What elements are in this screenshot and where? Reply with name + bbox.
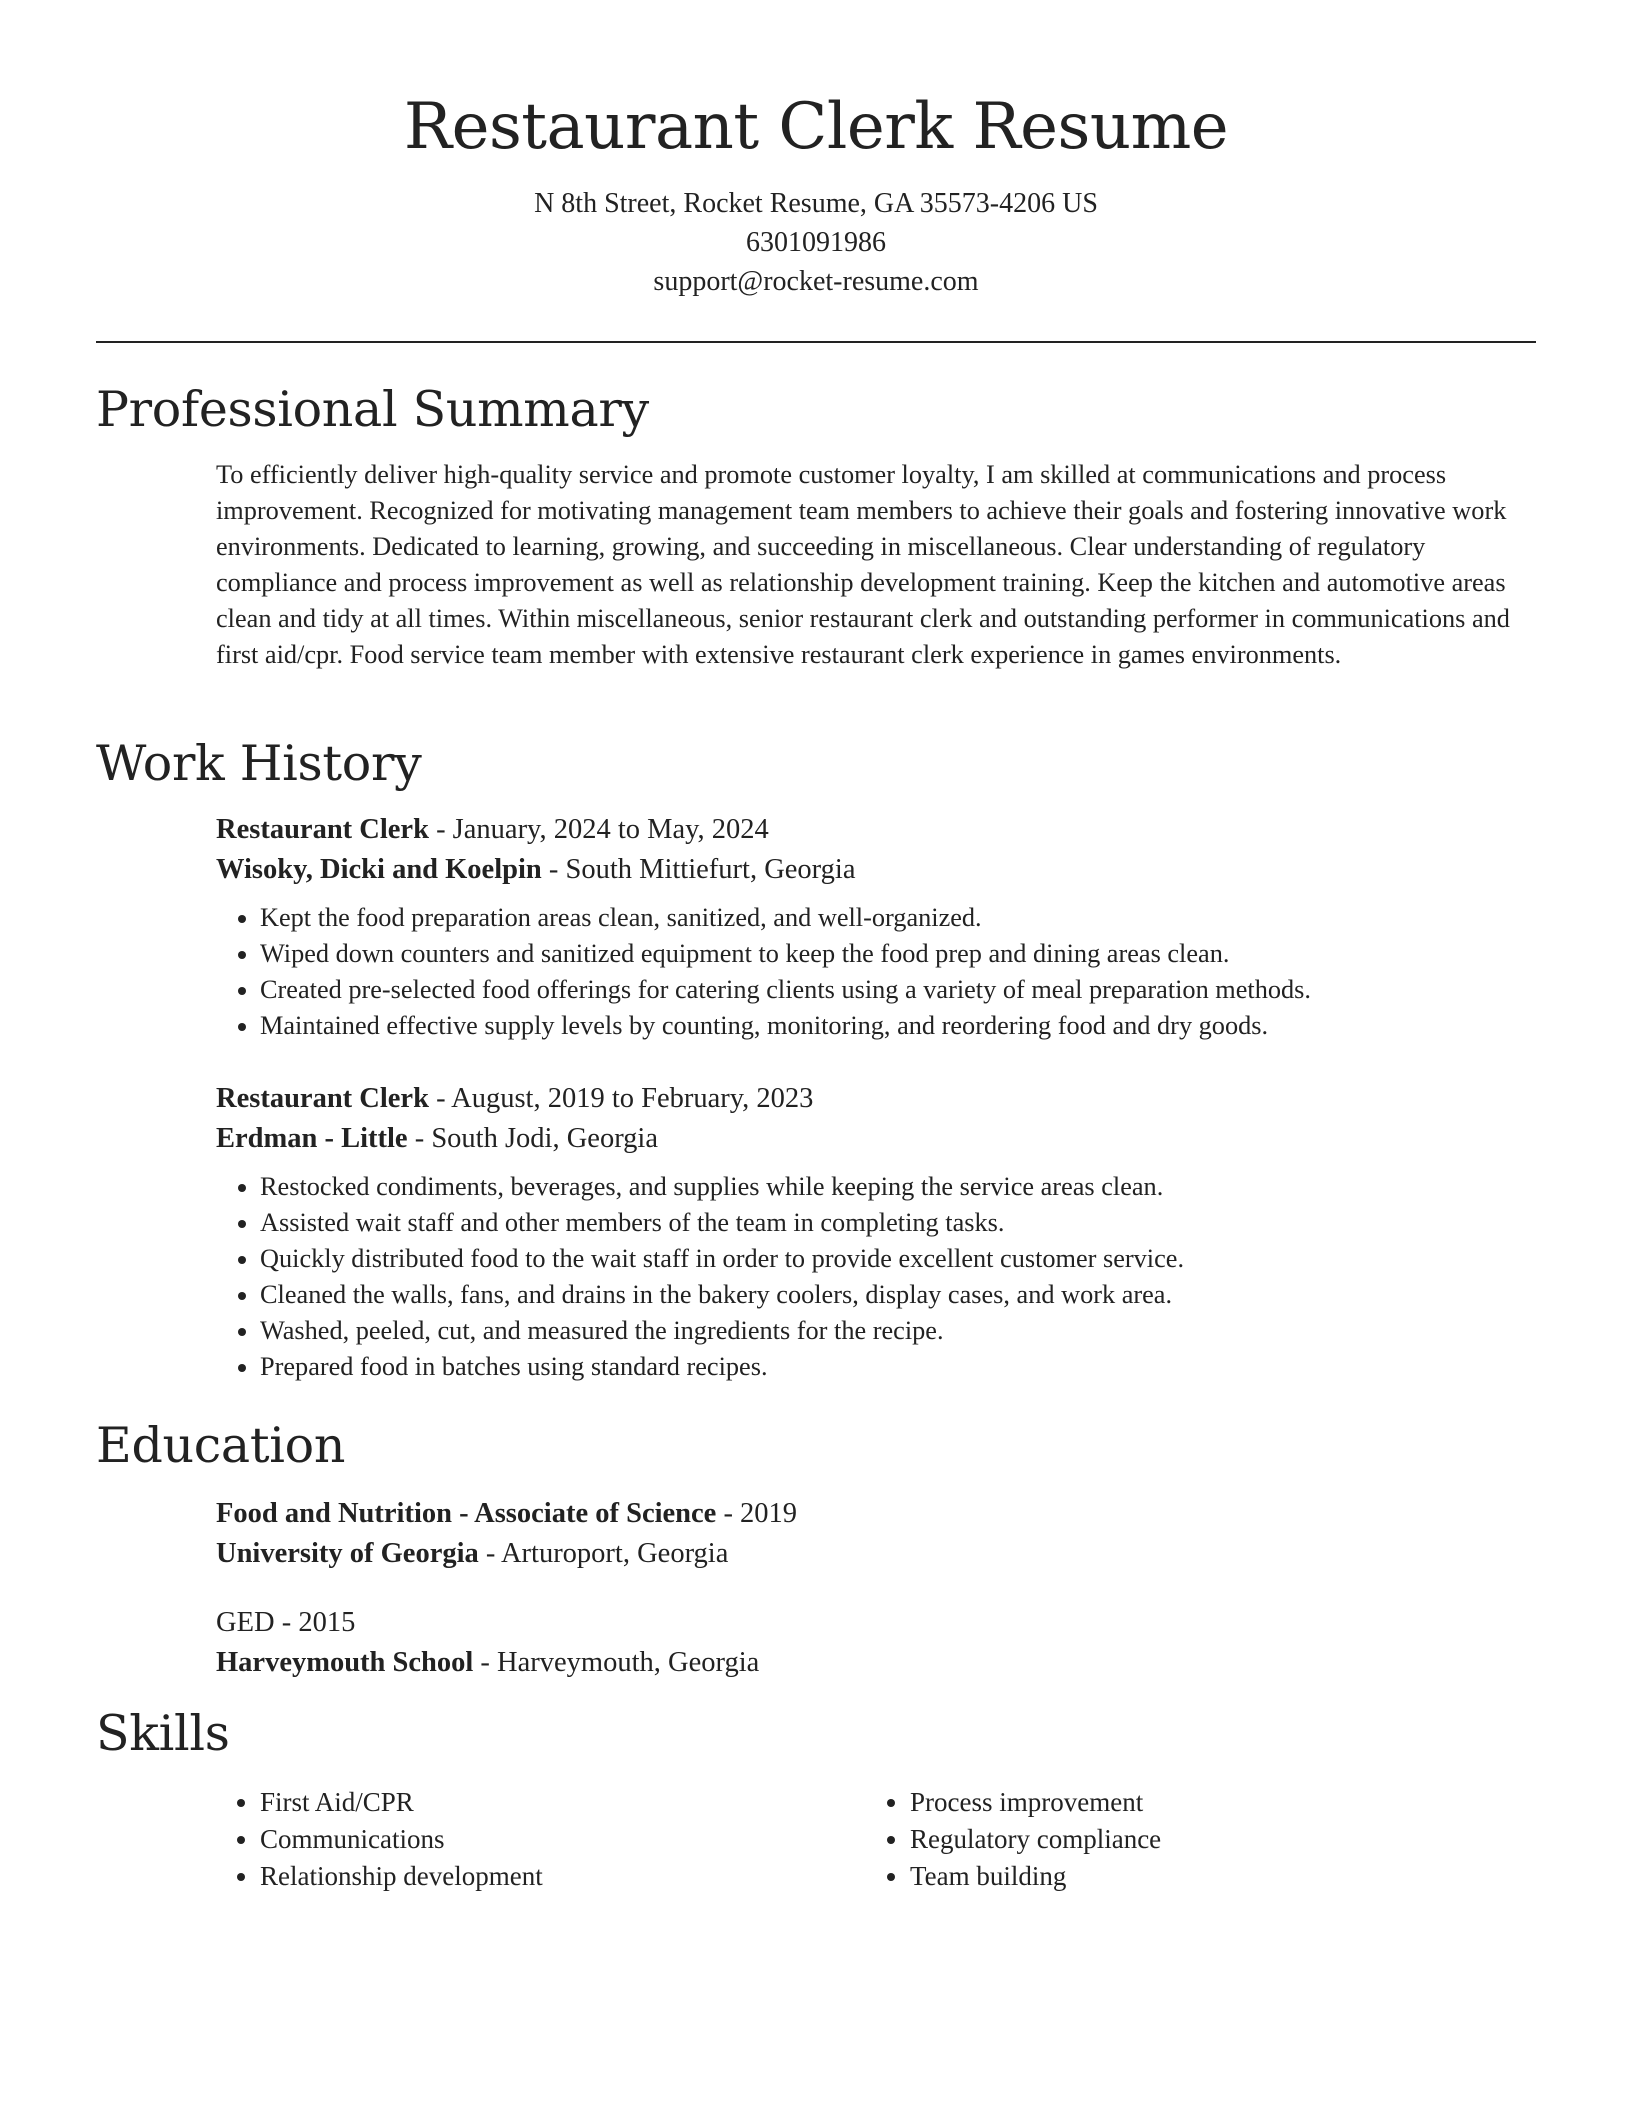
skills-heading: Skills <box>96 1705 230 1762</box>
job-bullet: • Cleaned the walls, fans, and drains in the bakery coolers, display cases, and work area. <box>260 1277 1516 1313</box>
education-heading: Education <box>96 1417 346 1474</box>
job-bullets <box>216 1169 1516 1385</box>
job-bullet: • Prepared food in batches using standard recipes. <box>260 1349 1516 1385</box>
resume-header <box>96 82 1536 301</box>
contact-info <box>96 184 1536 301</box>
job-bullet: • Kept the food preparation areas clean, sanitized, and well-organized. <box>260 900 1516 936</box>
school-line <box>216 1643 1516 1683</box>
job-title: Restaurant Clerk <box>216 814 429 845</box>
school-location: - Arturoport, Georgia <box>478 1538 729 1569</box>
contact-email: support@rocket-resume.com <box>653 266 979 297</box>
job-company: Erdman - Little <box>216 1123 408 1154</box>
skills-column-left <box>216 1784 866 1895</box>
skill-item: • Communications <box>260 1821 866 1858</box>
degree-line <box>216 1603 1516 1643</box>
job-title-line <box>216 810 1516 850</box>
degree-line <box>216 1494 1516 1534</box>
job-bullet: • Assisted wait staff and other members of the team in completing tasks. <box>260 1205 1516 1241</box>
degree-name: Food and Nutrition - Associate of Science <box>216 1498 717 1529</box>
work-history-heading: Work History <box>96 735 422 792</box>
header-divider <box>96 341 1536 343</box>
job-dates: - January, 2024 to May, 2024 <box>428 814 769 845</box>
skill-item: • Process improvement <box>910 1784 1516 1821</box>
job-company: Wisoky, Dicki and Koelpin <box>216 854 542 885</box>
school-name: University of Georgia <box>216 1538 479 1569</box>
job-title: Restaurant Clerk <box>216 1083 429 1114</box>
job-company-line <box>216 1119 1516 1159</box>
resume-title: Restaurant Clerk Resume <box>403 90 1229 164</box>
summary-text: To efficiently deliver high-quality service and promote customer loyalty, I am skilled at communications and process improvement. Recognized for motivating management team members to achieve their goals and fostering innovative work environments. Dedicated to learning, growing, and succeeding in miscellaneous. Clear understanding of regulatory compliance and process improvement as well as relationship development training. Keep the kitchen and automotive areas clean and tidy at all times. Within miscellaneous, senior restaurant clerk and outstanding performer in communications and first aid/cpr. Food service team member with extensive restaurant clerk experience in games environments. <box>216 460 1510 669</box>
job-entry <box>216 1079 1516 1385</box>
job-title-line <box>216 1079 1516 1119</box>
degree-year: - 2019 <box>716 1498 798 1529</box>
job-bullet: • Quickly distributed food to the wait staff in order to provide excellent customer service. <box>260 1241 1516 1277</box>
job-location: - South Mittiefurt, Georgia <box>541 854 856 885</box>
contact-phone: 6301091986 <box>746 227 886 258</box>
job-entry <box>216 810 1516 1044</box>
summary-heading: Professional Summary <box>96 381 649 438</box>
job-location: - South Jodi, Georgia <box>407 1123 658 1154</box>
job-bullet: • Washed, peeled, cut, and measured the ingredients for the recipe. <box>260 1313 1516 1349</box>
school-line <box>216 1534 1516 1574</box>
summary-section <box>216 457 1516 673</box>
job-dates: - August, 2019 to February, 2023 <box>428 1083 814 1114</box>
job-bullet: • Maintained effective supply levels by counting, monitoring, and reordering food and dry goods. <box>260 1008 1516 1044</box>
skill-item: • Regulatory compliance <box>910 1821 1516 1858</box>
school-name: Harveymouth School <box>216 1647 474 1678</box>
degree-year: GED - 2015 <box>216 1607 356 1638</box>
school-location: - Harveymouth, Georgia <box>473 1647 760 1678</box>
skills-list <box>216 1784 1516 1895</box>
contact-address: N 8th Street, Rocket Resume, GA 35573-4206 US <box>534 188 1098 219</box>
job-bullet: • Created pre-selected food offerings for catering clients using a variety of meal preparation methods. <box>260 972 1516 1008</box>
skills-column-right <box>866 1784 1516 1895</box>
skill-item: • Team building <box>910 1858 1516 1895</box>
education-entry <box>216 1494 1516 1574</box>
job-company-line <box>216 850 1516 890</box>
job-bullet: • Restocked condiments, beverages, and supplies while keeping the service areas clean. <box>260 1169 1516 1205</box>
job-bullet: • Wiped down counters and sanitized equipment to keep the food prep and dining areas clean. <box>260 936 1516 972</box>
education-entry <box>216 1603 1516 1683</box>
job-bullets <box>216 900 1516 1044</box>
skill-item: • Relationship development <box>260 1858 866 1895</box>
skill-item: • First Aid/CPR <box>260 1784 866 1821</box>
